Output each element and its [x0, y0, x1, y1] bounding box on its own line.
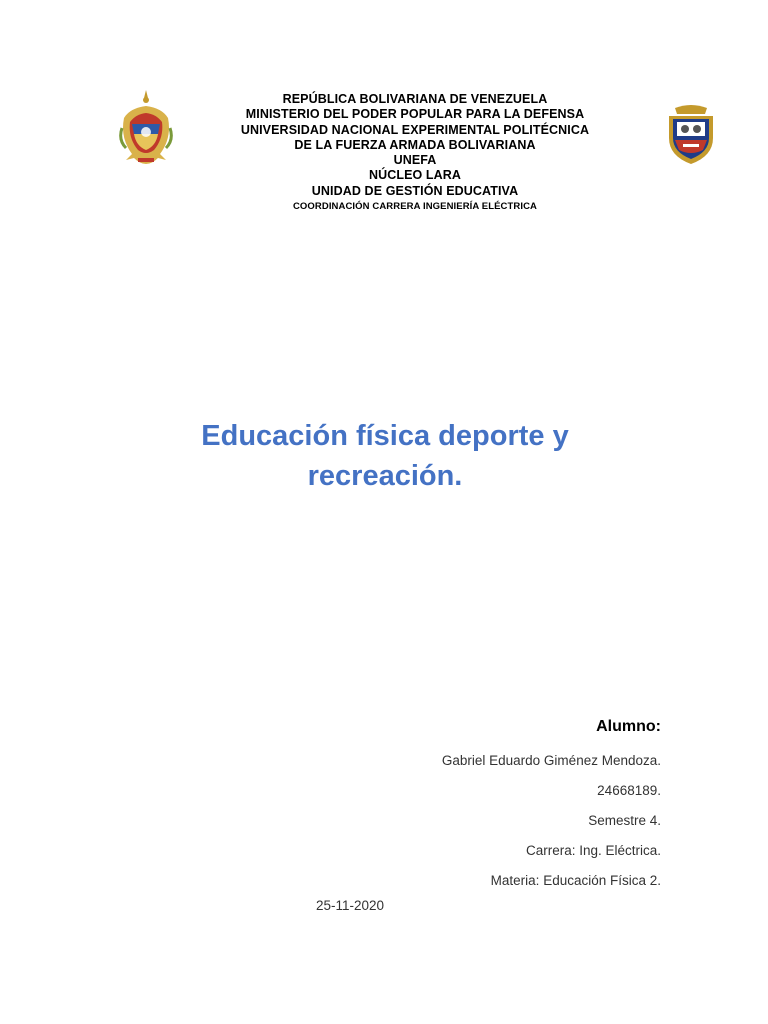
coat-of-arms-icon [118, 88, 174, 168]
document-title [140, 416, 630, 496]
student-career: Carrera: Ing. Eléctrica. [525, 843, 661, 858]
header-line-university: UNIVERSIDAD NACIONAL EXPERIMENTAL POLITÉCNICA [240, 122, 590, 137]
student-name: Gabriel Eduardo Giménez Mendoza. [441, 753, 661, 768]
institution-header [200, 92, 630, 215]
document-title-line-1: Educación física deporte y [201, 420, 569, 452]
student-label: Alumno: [596, 718, 661, 735]
header-line-campus: NÚCLEO LARA [368, 168, 462, 183]
header-line-ministry: MINISTERIO DEL PODER POPULAR PARA LA DEFENSA [245, 107, 585, 122]
student-info [261, 714, 661, 896]
student-subject: Materia: Educación Física 2. [490, 873, 661, 888]
header-line-armed-force: DE LA FUERZA ARMADA BOLIVARIANA [294, 137, 536, 152]
document-date: 25-11-2020 [316, 898, 385, 913]
document-title-line-2: recreación. [307, 460, 463, 492]
header-line-country: REPÚBLICA BOLIVARIANA DE VENEZUELA [282, 92, 548, 106]
header-line-acronym: UNEFA [393, 153, 437, 168]
student-semester: Semestre 4. [588, 813, 661, 828]
student-id: 24668189. [597, 783, 661, 798]
university-shield-icon [665, 104, 717, 166]
header-line-unit: UNIDAD DE GESTIÓN EDUCATIVA [311, 183, 519, 198]
header-line-coordination: COORDINACIÓN CARRERA INGENIERÍA ELÉCTRICA [292, 201, 538, 213]
